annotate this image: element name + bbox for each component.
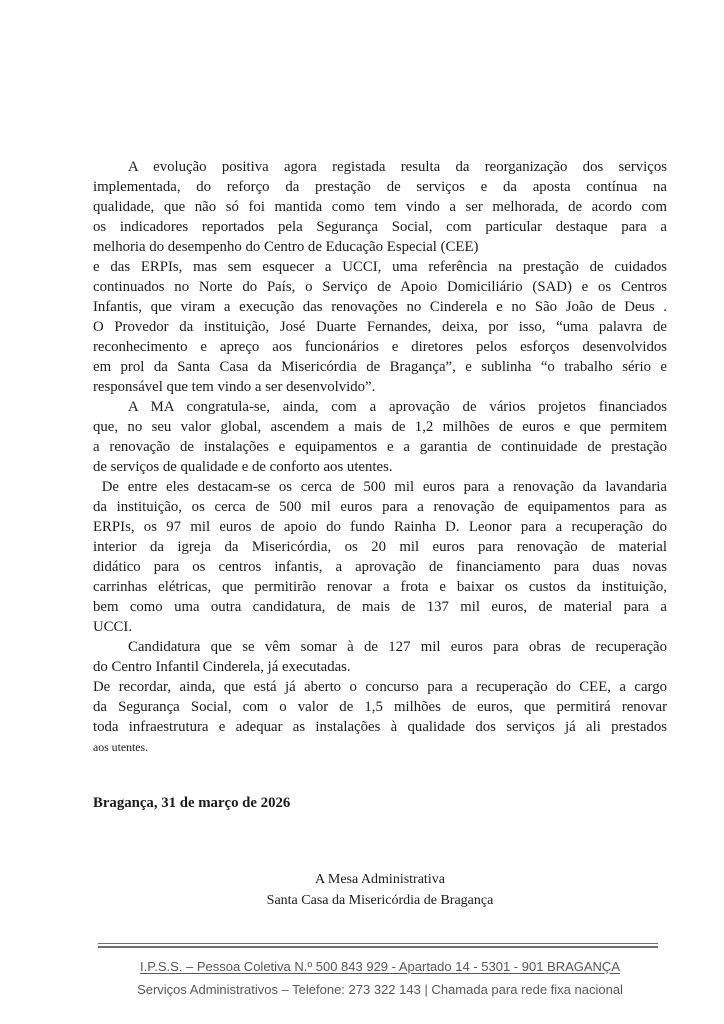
document-line: bem como uma outra candidatura, de mais de 137 mil euros, de material para a [93,599,667,615]
document-line: a renovação de instalações e equipamentos e a garantia de continuidade de prestação [93,439,667,455]
document-line: De entre eles destacam-se os cerca de 500 mil euros para a renovação da lavandaria [93,479,667,495]
document-line: continuados no Norte do País, o Serviço de Apoio Domiciliário (SAD) e os Centros [93,279,667,295]
document-line: toda infraestrutura e adequar as instalações à qualidade dos serviços já ali prestados [93,719,667,735]
document-line: O Provedor da instituição, José Duarte Fernandes, deixa, por isso, “uma palavra de [93,319,667,335]
document-line: aos utentes. [93,740,149,754]
signature-line-institution: Santa Casa da Misericórdia de Bragança [266,893,494,908]
document-line: os indicadores reportados pela Segurança Social, com particular destaque para a [93,219,667,235]
document-line: responsável que tem vindo a ser desenvolvido”. [93,379,376,395]
document-line: da instituição, os cerca de 500 mil euros para a renovação de equipamentos para as [93,499,667,515]
document-line: A evolução positiva agora registada resulta da reorganização dos serviços [128,159,667,175]
footer-ipss-line: I.P.S.S. – Pessoa Coletiva N.º 500 843 929 - Apartado 14 - 5301 - 901 BRAGANÇA [139,959,620,974]
letter-body [93,157,667,757]
document-line: ERPIs, os 97 mil euros de apoio do fundo Rainha D. Leonor para a recuperação do [93,519,667,535]
document-line: implementada, do reforço da prestação de serviços e da aposta contínua na [93,179,667,195]
document-line: e das ERPIs, mas sem esquecer a UCCI, uma referência na prestação de cuidados [93,259,667,275]
document-line: Candidatura que se vêm somar à de 127 mil euros para obras de recuperação [128,639,667,655]
document-line: Infantis, que viram a execução das renovações no Cinderela e no São João de Deus . [93,299,667,315]
document-line: reconhecimento e apreço aos funcionários e diretores pelos esforços desenvolvidos [93,339,667,355]
signature-block [93,869,667,911]
signature-line-entity: A Mesa Administrativa [315,872,445,887]
document-line: da Segurança Social, com o valor de 1,5 milhões de euros, que permitirá renovar [93,699,667,715]
dateline: Bragança, 31 de março de 2026 [93,795,291,811]
document-line: do Centro Infantil Cinderela, já executadas. [93,659,351,675]
document-line: A MA congratula-se, ainda, com a aprovação de vários projetos financiados [128,399,667,415]
document-line: didático para os centros infantis, a aprovação de financiamento para duas novas [93,559,667,575]
page-footer [93,943,667,1001]
document-line: em prol da Santa Casa da Misericórdia de Bragança”, e sublinha “o trabalho sério e [93,359,667,375]
document-line: interior da igreja da Misericórdia, os 20 mil euros para renovação de material [93,539,667,555]
document-line: melhoria do desempenho do Centro de Educação Especial (CEE) [93,239,479,255]
document-line: que, no seu valor global, ascendem a mais de 1,2 milhões de euros e que permitem [93,419,667,435]
document-line: UCCI. [93,619,133,635]
document-line: de serviços de qualidade e de conforto aos utentes. [93,459,393,475]
document-line: De recordar, ainda, que está já aberto o concurso para a recuperação do CEE, a cargo [93,679,667,695]
document-line: carrinhas elétricas, que permitirão renovar a frota e baixar os custos da instituição, [93,579,667,595]
footer-services-line: Serviços Administrativos – Telefone: 273 322 143 | Chamada para rede fixa nacional [137,982,623,997]
footer-divider [98,943,658,948]
document-line: qualidade, que não só foi mantida como tem vindo a ser melhorada, de acordo com [93,199,667,215]
